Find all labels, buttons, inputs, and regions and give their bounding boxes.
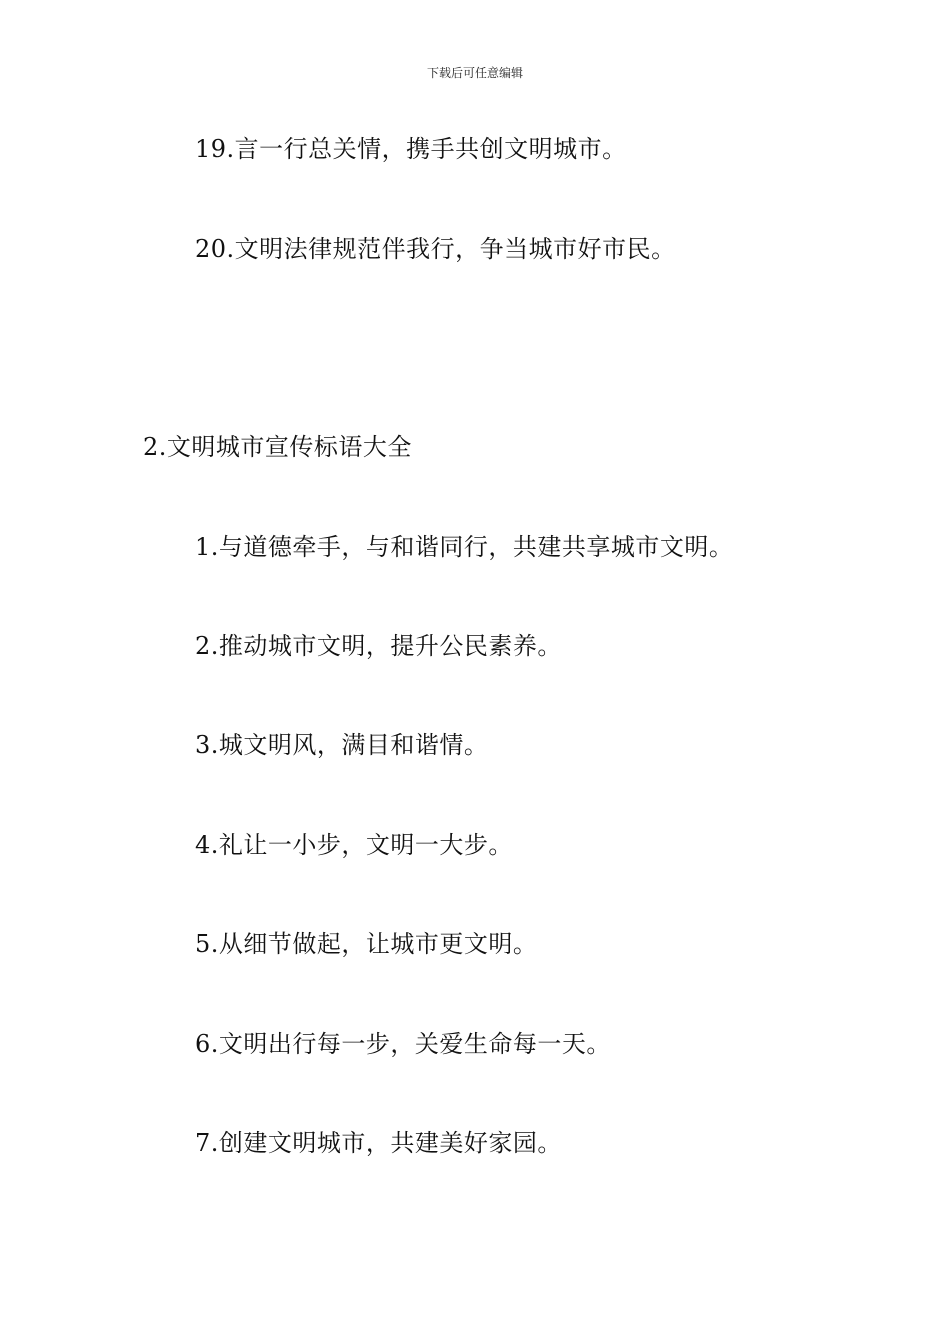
- slogan-item-7: 7.创建文明城市，共建美好家园。: [195, 1129, 562, 1157]
- slogan-item-4: 4.礼让一小步，文明一大步。: [195, 831, 513, 859]
- slogan-item-2: 2.推动城市文明，提升公民素养。: [195, 632, 562, 660]
- slogan-item-6: 6.文明出行每一步，关爱生命每一天。: [195, 1030, 611, 1058]
- slogan-item-20: 20.文明法律规范伴我行，争当城市好市民。: [195, 235, 676, 263]
- slogan-item-3: 3.城文明风，满目和谐情。: [195, 731, 489, 759]
- slogan-item-19: 19.言一行总关情，携手共创文明城市。: [195, 135, 627, 163]
- section-heading: 2.文明城市宣传标语大全: [143, 433, 412, 461]
- slogan-item-1: 1.与道德牵手，与和谐同行，共建共享城市文明。: [195, 533, 734, 561]
- slogan-item-5: 5.从细节做起，让城市更文明。: [195, 930, 538, 958]
- page-header: 下载后可任意编辑: [426, 66, 523, 80]
